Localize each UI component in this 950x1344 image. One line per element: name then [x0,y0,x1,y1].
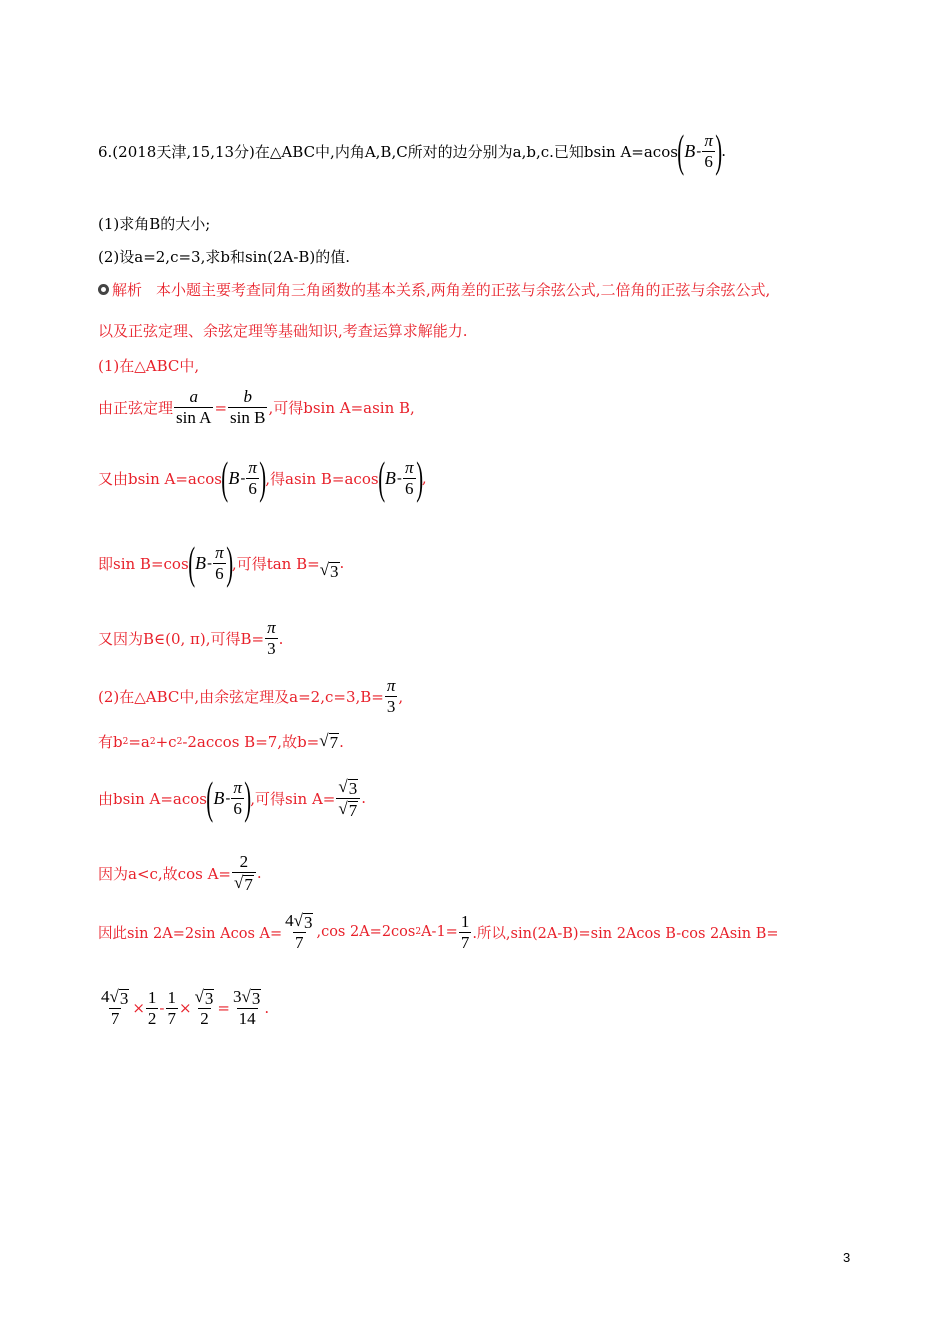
solution-step10: 因此sin 2A=2sin Acos A= 4 √ 3 7 ,cos 2A=2cos 2 A-1= $\frac{1}{7}$ .所以,sin(2A-B)=sin 2Acos B-cos 2Asin B= [98,911,779,952]
pi-over-6: $\frac{\pi}{6}$ [248,457,257,498]
problem-part2: (2)设a=2,c=3,求b和sin(2A-B)的值. [98,248,351,266]
math-minus: - [696,142,702,160]
solution-step5: 又因为B∈(0, π),可得B= $\frac{\pi}{3}$ . [98,618,284,658]
problem-stem-text: 6.(2018天津,15,13分)在△ABC中,内角A,B,C所对的边分别为a,b,c.已知bsin A=acos [98,142,678,161]
pi-over-3: $\frac{\pi}{3}$ [386,676,396,716]
b-over-sinB: $\frac{b}{\text{sin B}}$ [230,387,266,427]
solution-step7: 有b 2 =a 2 +c 2 -2accos B=7,故b= √ 7 . [98,731,344,752]
1-over-7: $\frac{1}{7}$ [167,987,176,1028]
solution-step3: 又由bsin A=acos ( B - $\frac{\pi}{6}$ ) ,得asin B=acos ( B - $\frac{\pi}{6}$ ) , [98,452,427,503]
solution-label: 解析 [112,281,143,299]
pi-over-6: $\frac{\pi}{6}$ [215,542,224,583]
pi-over-6: $\frac{\pi}{6}$ [233,777,242,818]
solution-step11: 4 √ 3 7 × $\frac{1}{2}$ - $\frac{1}{7}$ × √ 3 2 = 3 √ 3 14 . [101,987,270,1028]
1-over-2: $\frac{1}{2}$ [147,987,157,1028]
page-number: 3 [843,1250,851,1265]
solution-step1: (1)在△ABC中, [98,357,200,375]
solution-step2: 由正弦定理 $\frac{a}{\text{sin A}}$ = $\frac{b}{\text{sin B}}$ ,可得bsin A=asin B, [98,387,415,427]
1-over-7: $\frac{1}{7}$ [460,911,470,952]
solution-intro1: 本小题主要考查同角三角函数的基本关系,两角差的正弦与余弦公式,二倍角的正弦与余弦公式, [156,281,771,299]
solution-step9: 因为a<c,故cos A= 2 √ 7 . [98,852,262,894]
2-over-sqrt7: 2 √ 7 [232,852,256,894]
pi-over-6: $\frac{\pi}{6}$ [704,130,713,171]
left-paren: ( [677,125,685,176]
sqrt3-over-sqrt7: √ 3 √ 7 [336,777,360,820]
pi-over-3: $\frac{\pi}{3}$ [267,618,276,658]
solution-step6: (2)在△ABC中,由余弦定理及a=2,c=3,B= $\frac{\pi}{3}$ , [98,676,404,716]
math-B: B [684,140,696,161]
problem-stem [98,125,726,176]
solution-intro-line1 [98,279,770,300]
analysis-icon [98,284,109,295]
sqrt-3: √ 3 [319,559,339,581]
solution-step8: 由bsin A=acos ( B - $\frac{\pi}{6}$ ) ,可得sin A= √ 3 √ 7 . [98,772,366,823]
problem-stem-end: . [721,142,726,160]
solution-intro-line2: 以及正弦定理、余弦定理等基础知识,考查运算求解能力. [98,322,468,340]
solution-step4: 即sin B=cos ( B - $\frac{\pi}{6}$ ) ,可得tan B= √ 3 . [98,537,345,588]
4sqrt3-over-7: 4 √ 3 7 [101,987,129,1028]
right-paren: ) [715,125,722,176]
4sqrt3-over-7: 4 √ 3 7 [285,911,313,952]
pi-over-6: $\frac{\pi}{6}$ [404,457,414,498]
sqrt-7: √ 7 [319,731,339,752]
3sqrt3-over-14: 3 √ 3 14 [233,987,261,1028]
problem-part1: (1)求角B的大小; [98,215,211,233]
a-over-sinA: $\frac{a}{\text{sin A}}$ [176,387,212,427]
sqrt3-over-2: √ 3 2 [194,987,214,1028]
